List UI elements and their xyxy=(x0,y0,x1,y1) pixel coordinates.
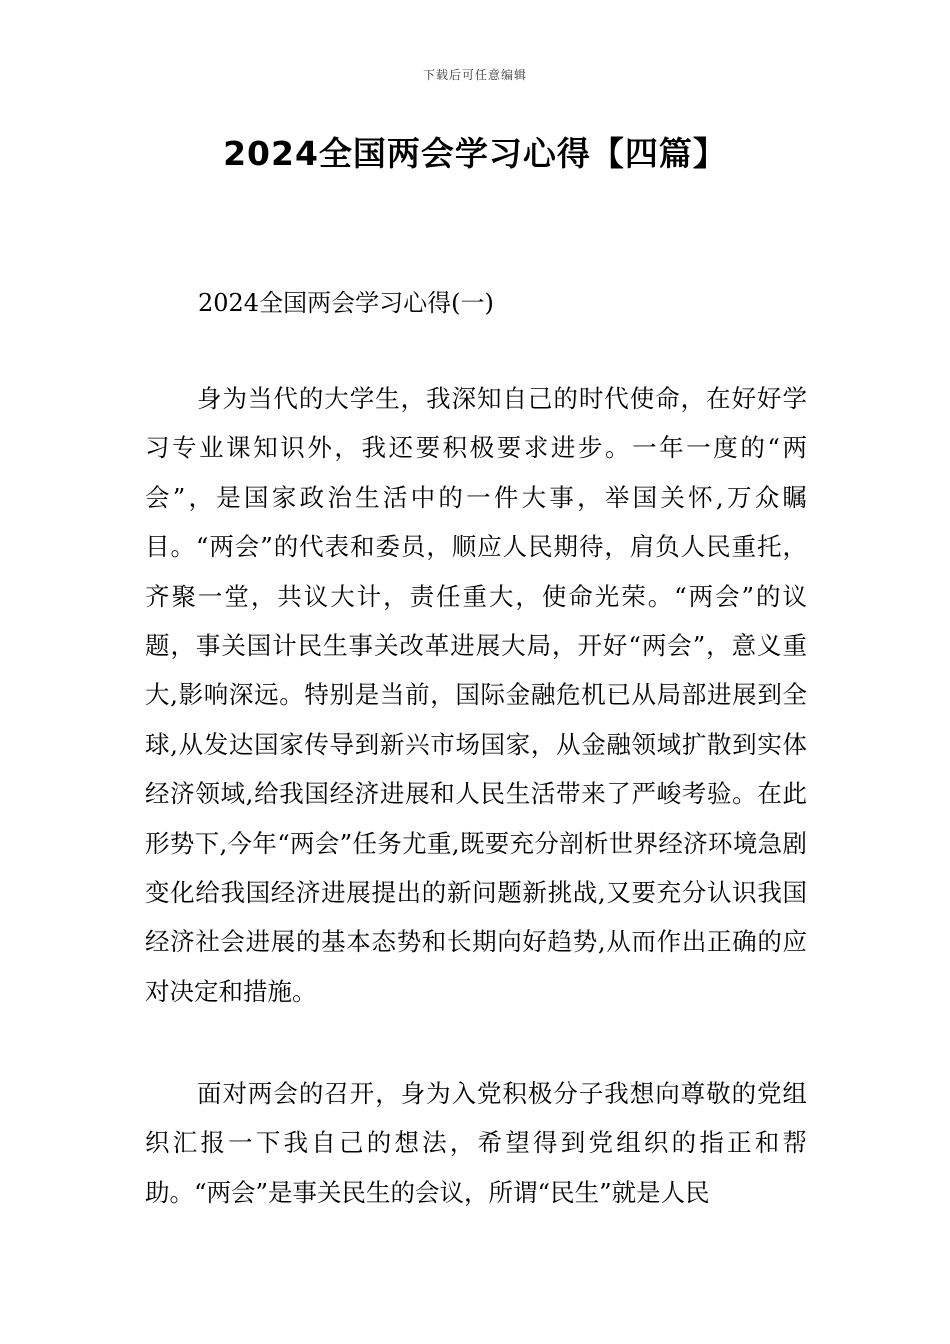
body-paragraph: 面对两会的召开，身为入党积极分子我想向尊敬的党组织汇报一下我自己的想法，希望得到党组织的指正和帮助。“两会”是事关民生的会议，所谓“民生”就是人民 xyxy=(145,1079,807,1207)
body-paragraph-1-block xyxy=(145,374,807,1016)
body-paragraph: 身为当代的大学生，我深知自己的时代使命，在好好学习专业课知识外，我还要积极要求进步。一年一度的“两会”，是国家政治生活中的一件大事，举国关怀,万众瞩目。“两会”的代表和委员，顺应人民期待，肩负人民重托，齐聚一堂，共议大计，责任重大，使命光荣。“两会”的议题，事关国计民生事关改革进展大局，开好“两会”，意义重大,影响深远。特别是当前，国际金融危机已从局部进展到全球,从发达国家传导到新兴市场国家，从金融领域扩散到实体经济领域,给我国经济进展和人民生活带来了严峻考验。在此形势下,今年“两会”任务尤重,既要充分剖析世界经济环境急剧变化给我国经济进展提出的新问题新挑战,又要充分认识我国经济社会进展的基本态势和长期向好趋势,从而作出正确的应对决定和措施。 xyxy=(145,384,807,1006)
section-heading: 2024全国两会学习心得(一) xyxy=(198,289,494,317)
header-note: 下载后可任意编辑 xyxy=(422,68,527,82)
document-title: 2024全国两会学习心得【四篇】 xyxy=(223,134,727,173)
body-paragraph-2-block xyxy=(145,1069,807,1217)
